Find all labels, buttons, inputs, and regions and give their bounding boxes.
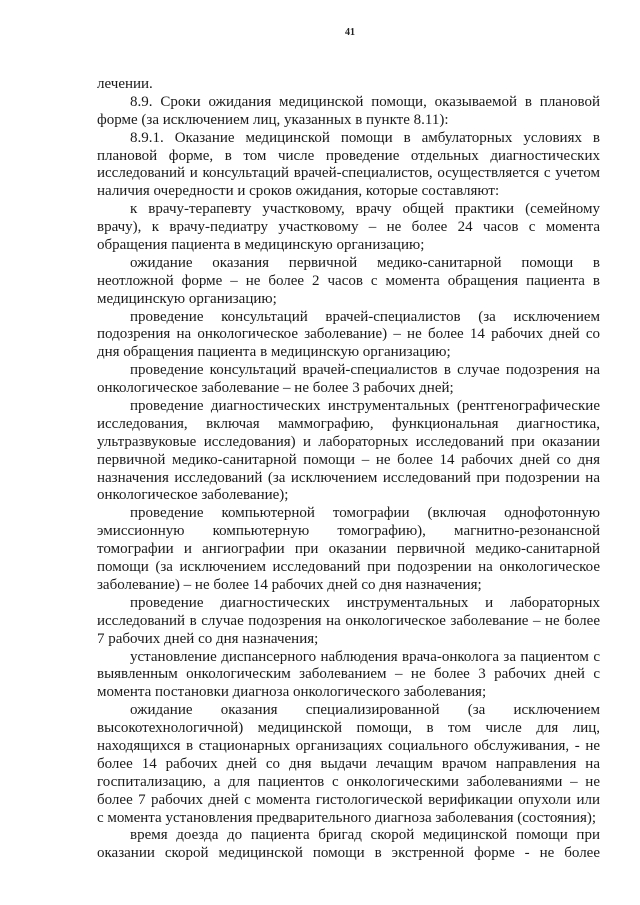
text-line: находящихся в стационарных организациях социального обслуживания, - не (97, 737, 600, 754)
paragraph-specialized-care (97, 702, 600, 827)
text-line: медицинскую организацию; (97, 290, 277, 307)
text-line: врачу), к врачу-педиатру участковому – не более 24 часов с момента (97, 219, 600, 236)
paragraph-ambulance-arrival (97, 827, 600, 863)
text-line: исследований в случае подозрения на онкологическое заболевание – не более (97, 612, 600, 629)
text-line: проведение консультаций врачей-специалистов (за исключением (130, 308, 600, 325)
text-line: онкологическое заболевание); (97, 487, 289, 504)
text-line: проведение диагностических инструментальных (рентгенографические (130, 398, 600, 415)
paragraph-diagnostic-studies (97, 398, 600, 505)
text-line: более 14 рабочих дней со дня выдачи лечащим врачом направления на (97, 755, 600, 772)
text-line: проведение компьютерной томографии (включая однофотонную (130, 505, 600, 522)
text-line: помощи (за исключением исследований при подозрении на онкологическое (97, 559, 600, 576)
paragraph-8-9-1 (97, 130, 600, 202)
text-line: выявленным онкологическим заболеванием – не более 3 рабочих дней с (97, 666, 600, 683)
text-line: момента постановки диагноза онкологического заболевания; (97, 684, 487, 701)
text-line: время доезда до пациента бригад скорой медицинской помощи при (130, 827, 600, 844)
text-line: онкологическое заболевание – не более 3 рабочих дней; (97, 380, 454, 397)
page-number: 41 (345, 27, 355, 38)
text-line: дня обращения пациента в медицинскую организацию; (97, 344, 451, 361)
text-line: форме (за исключением лиц, указанных в пункте 8.11): (97, 111, 449, 128)
paragraph-8-9 (97, 94, 600, 130)
text-line: обращения пациента в медицинскую организацию; (97, 237, 425, 254)
text-line: подозрения на онкологическое заболевание) – не более 14 рабочих дней со (97, 326, 600, 343)
text-line: 7 рабочих дней со дня назначения; (97, 630, 319, 647)
text-line: высокотехнологичной) медицинской помощи, в том числе для лиц, (97, 720, 600, 737)
text-line: наличия очередности и сроков ожидания, которые составляют: (97, 183, 500, 200)
paragraph-specialist-consultations (97, 309, 600, 363)
paragraph-oncology-diagnostics (97, 595, 600, 649)
text-line: 8.9.1. Оказание медицинской помощи в амбулаторных условиях в (130, 129, 600, 146)
paragraph-dispensary-observation (97, 649, 600, 703)
text-line: оказании скорой медицинской помощи в экстренной форме - не более (97, 845, 600, 862)
text-line: неотложной форме – не более 2 часов с момента обращения пациента в (97, 272, 600, 289)
paragraph-urgent-care (97, 255, 600, 309)
paragraph-continuation (97, 76, 600, 94)
text-line: проведение диагностических инструментальных и лабораторных (130, 594, 600, 611)
text-line: заболевание) – не более 14 рабочих дней со дня назначения; (97, 576, 482, 593)
text-line: к врачу-терапевту участковому, врачу общей практики (семейному (130, 201, 600, 218)
paragraph-tomography (97, 505, 600, 594)
text-line: с момента установления предварительного диагноза заболевания (состояния); (97, 809, 597, 826)
paragraph-therapist (97, 201, 600, 255)
text-line: томографии и ангиографии при оказании первичной медико-санитарной (97, 541, 600, 558)
text-line: эмиссионную компьютерную томографию), магнитно-резонансной (97, 523, 600, 540)
text-line: исследований и консультаций врачей-специалистов, осуществляется с учетом (97, 165, 600, 182)
text-line: ожидание оказания специализированной (за исключением (130, 702, 600, 719)
text-line: назначения исследований (за исключением исследований при подозрении на (97, 469, 600, 486)
text-line: плановой форме, в том числе проведение отдельных диагностических (97, 147, 600, 164)
text-line: 8.9. Сроки ожидания медицинской помощи, оказываемой в плановой (130, 93, 600, 110)
text-line: проведение консультаций врачей-специалистов в случае подозрения на (130, 362, 600, 379)
text-line: ожидание оказания первичной медико-санитарной помощи в (130, 254, 600, 271)
text-line: первичной медико-санитарной помощи – не более 14 рабочих дней со дня (97, 451, 600, 468)
text-line: более 7 рабочих дней с момента гистологической верификации опухоли или (97, 791, 600, 808)
paragraph-oncology-consultations (97, 362, 600, 398)
text-line: госпитализацию, а для пациентов с онкологическими заболеваниями – не (97, 773, 600, 790)
text-line: лечении. (97, 76, 153, 92)
text-line: установление диспансерного наблюдения врача-онколога за пациентом с (130, 648, 600, 665)
text-line: исследования, включая маммографию, функциональная диагностика, (97, 415, 600, 432)
text-line: ультразвуковые исследования) и лабораторных исследований при оказании (97, 433, 600, 450)
document-body (97, 76, 600, 863)
